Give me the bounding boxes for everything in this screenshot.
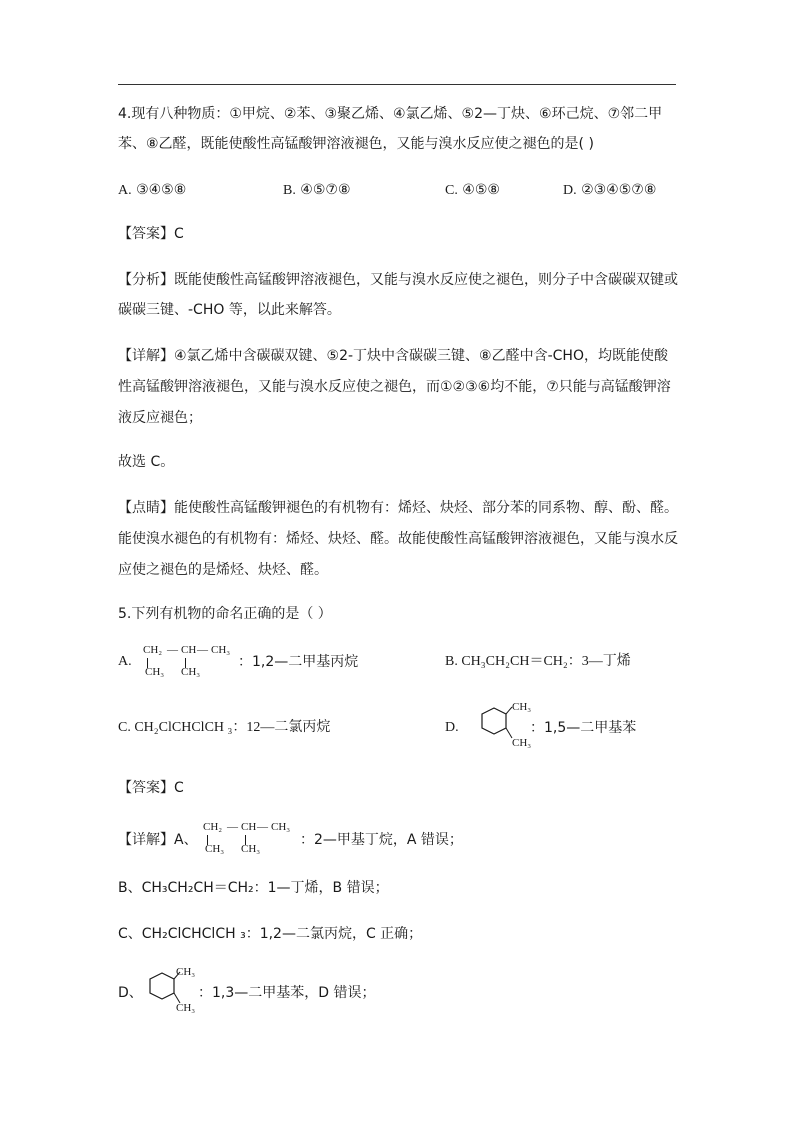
- q4-analysis-line2: 碳碳三键、-CHO 等，以此来解答。: [118, 302, 341, 318]
- q4-stem-line2: 苯、⑧乙醛，既能使酸性高锰酸钾溶液褪色，又能与溴水反应使之褪色的是( ): [118, 136, 594, 152]
- q4-conclusion: 故选 C。: [118, 454, 175, 470]
- q5-detail-d-name: ：1,3—二甲基苯，D 错误；: [198, 985, 376, 1001]
- header-rule: [118, 84, 676, 85]
- q4-option-c: C. ④⑤⑧: [445, 182, 500, 198]
- q5-option-d-name: ：1,5—二甲基苯: [530, 720, 637, 736]
- q5-detail-a-structure: CH₂ — CH — CH₃ CH₃ CH₃: [203, 821, 291, 855]
- q5-stem: 5.下列有机物的命名正确的是（ ）: [118, 606, 332, 622]
- q5-option-a-structure: CH₂ — CH — CH₃ CH₃ CH₃: [143, 644, 231, 678]
- q4-answer: 【答案】C: [118, 226, 184, 242]
- q5-option-d-label: D.: [445, 720, 459, 735]
- q5-detail-d-prefix: D、: [118, 985, 143, 1001]
- q5-option-c: C. CH₂ClCHClCH ₃：12—二氯丙烷: [118, 720, 331, 735]
- q4-detail-line2: 性高锰酸钾溶液褪色，又能与溴水反应使之褪色，而①②③⑥均不能，⑦只能与高锰酸钾溶: [118, 379, 671, 395]
- q5-detail-a-name: ：2—甲基丁烷，A 错误；: [300, 832, 463, 848]
- q5-detail-a-prefix: 【详解】A、: [118, 832, 198, 848]
- q4-detail-line1: 【详解】④氯乙烯中含碳碳双键、⑤2-丁炔中含碳碳三键、⑧乙醛中含-CHO，均既能使酸: [118, 348, 668, 364]
- q4-analysis-line1: 【分析】既能使酸性高锰酸钾溶液褪色，又能与溴水反应使之褪色，则分子中含碳碳双键或: [118, 272, 678, 288]
- q4-option-b: B. ④⑤⑦⑧: [283, 182, 351, 198]
- q4-tip-line3: 应使之褪色的是烯烃、炔烃、醛。: [118, 562, 328, 578]
- q5-option-a-label: A.: [118, 654, 132, 669]
- q5-detail-b: B、CH₃CH₂CH＝CH₂：1—丁烯，B 错误；: [118, 880, 389, 896]
- q4-tip-line1: 【点睛】能使酸性高锰酸钾褪色的有机物有：烯烃、炔烃、部分苯的同系物、醇、酚、醛。: [118, 500, 678, 516]
- q5-detail-c: C、CH₂ClCHClCH ₃：1,2—二氯丙烷，C 正确；: [118, 926, 423, 942]
- q4-option-d: D. ②③④⑤⑦⑧: [563, 182, 657, 198]
- q5-option-a-name: ：1,2—二甲基丙烷: [238, 654, 359, 670]
- q5-option-b: B. CH₃CH₂CH＝CH₂：3—丁烯: [445, 654, 631, 669]
- q4-stem-line1: 4.现有八种物质：①甲烷、②苯、③聚乙烯、④氯乙烯、⑤2—丁炔、⑥环己烷、⑦邻二甲: [118, 106, 663, 122]
- q5-answer: 【答案】C: [118, 780, 184, 796]
- q4-detail-line3: 液反应褪色；: [118, 410, 202, 426]
- q4-tip-line2: 能使溴水褪色的有机物有：烯烃、炔烃、醛。故能使酸性高锰酸钾溶液褪色，又能与溴水反: [118, 531, 678, 547]
- q4-option-a: A. ③④⑤⑧: [118, 182, 187, 198]
